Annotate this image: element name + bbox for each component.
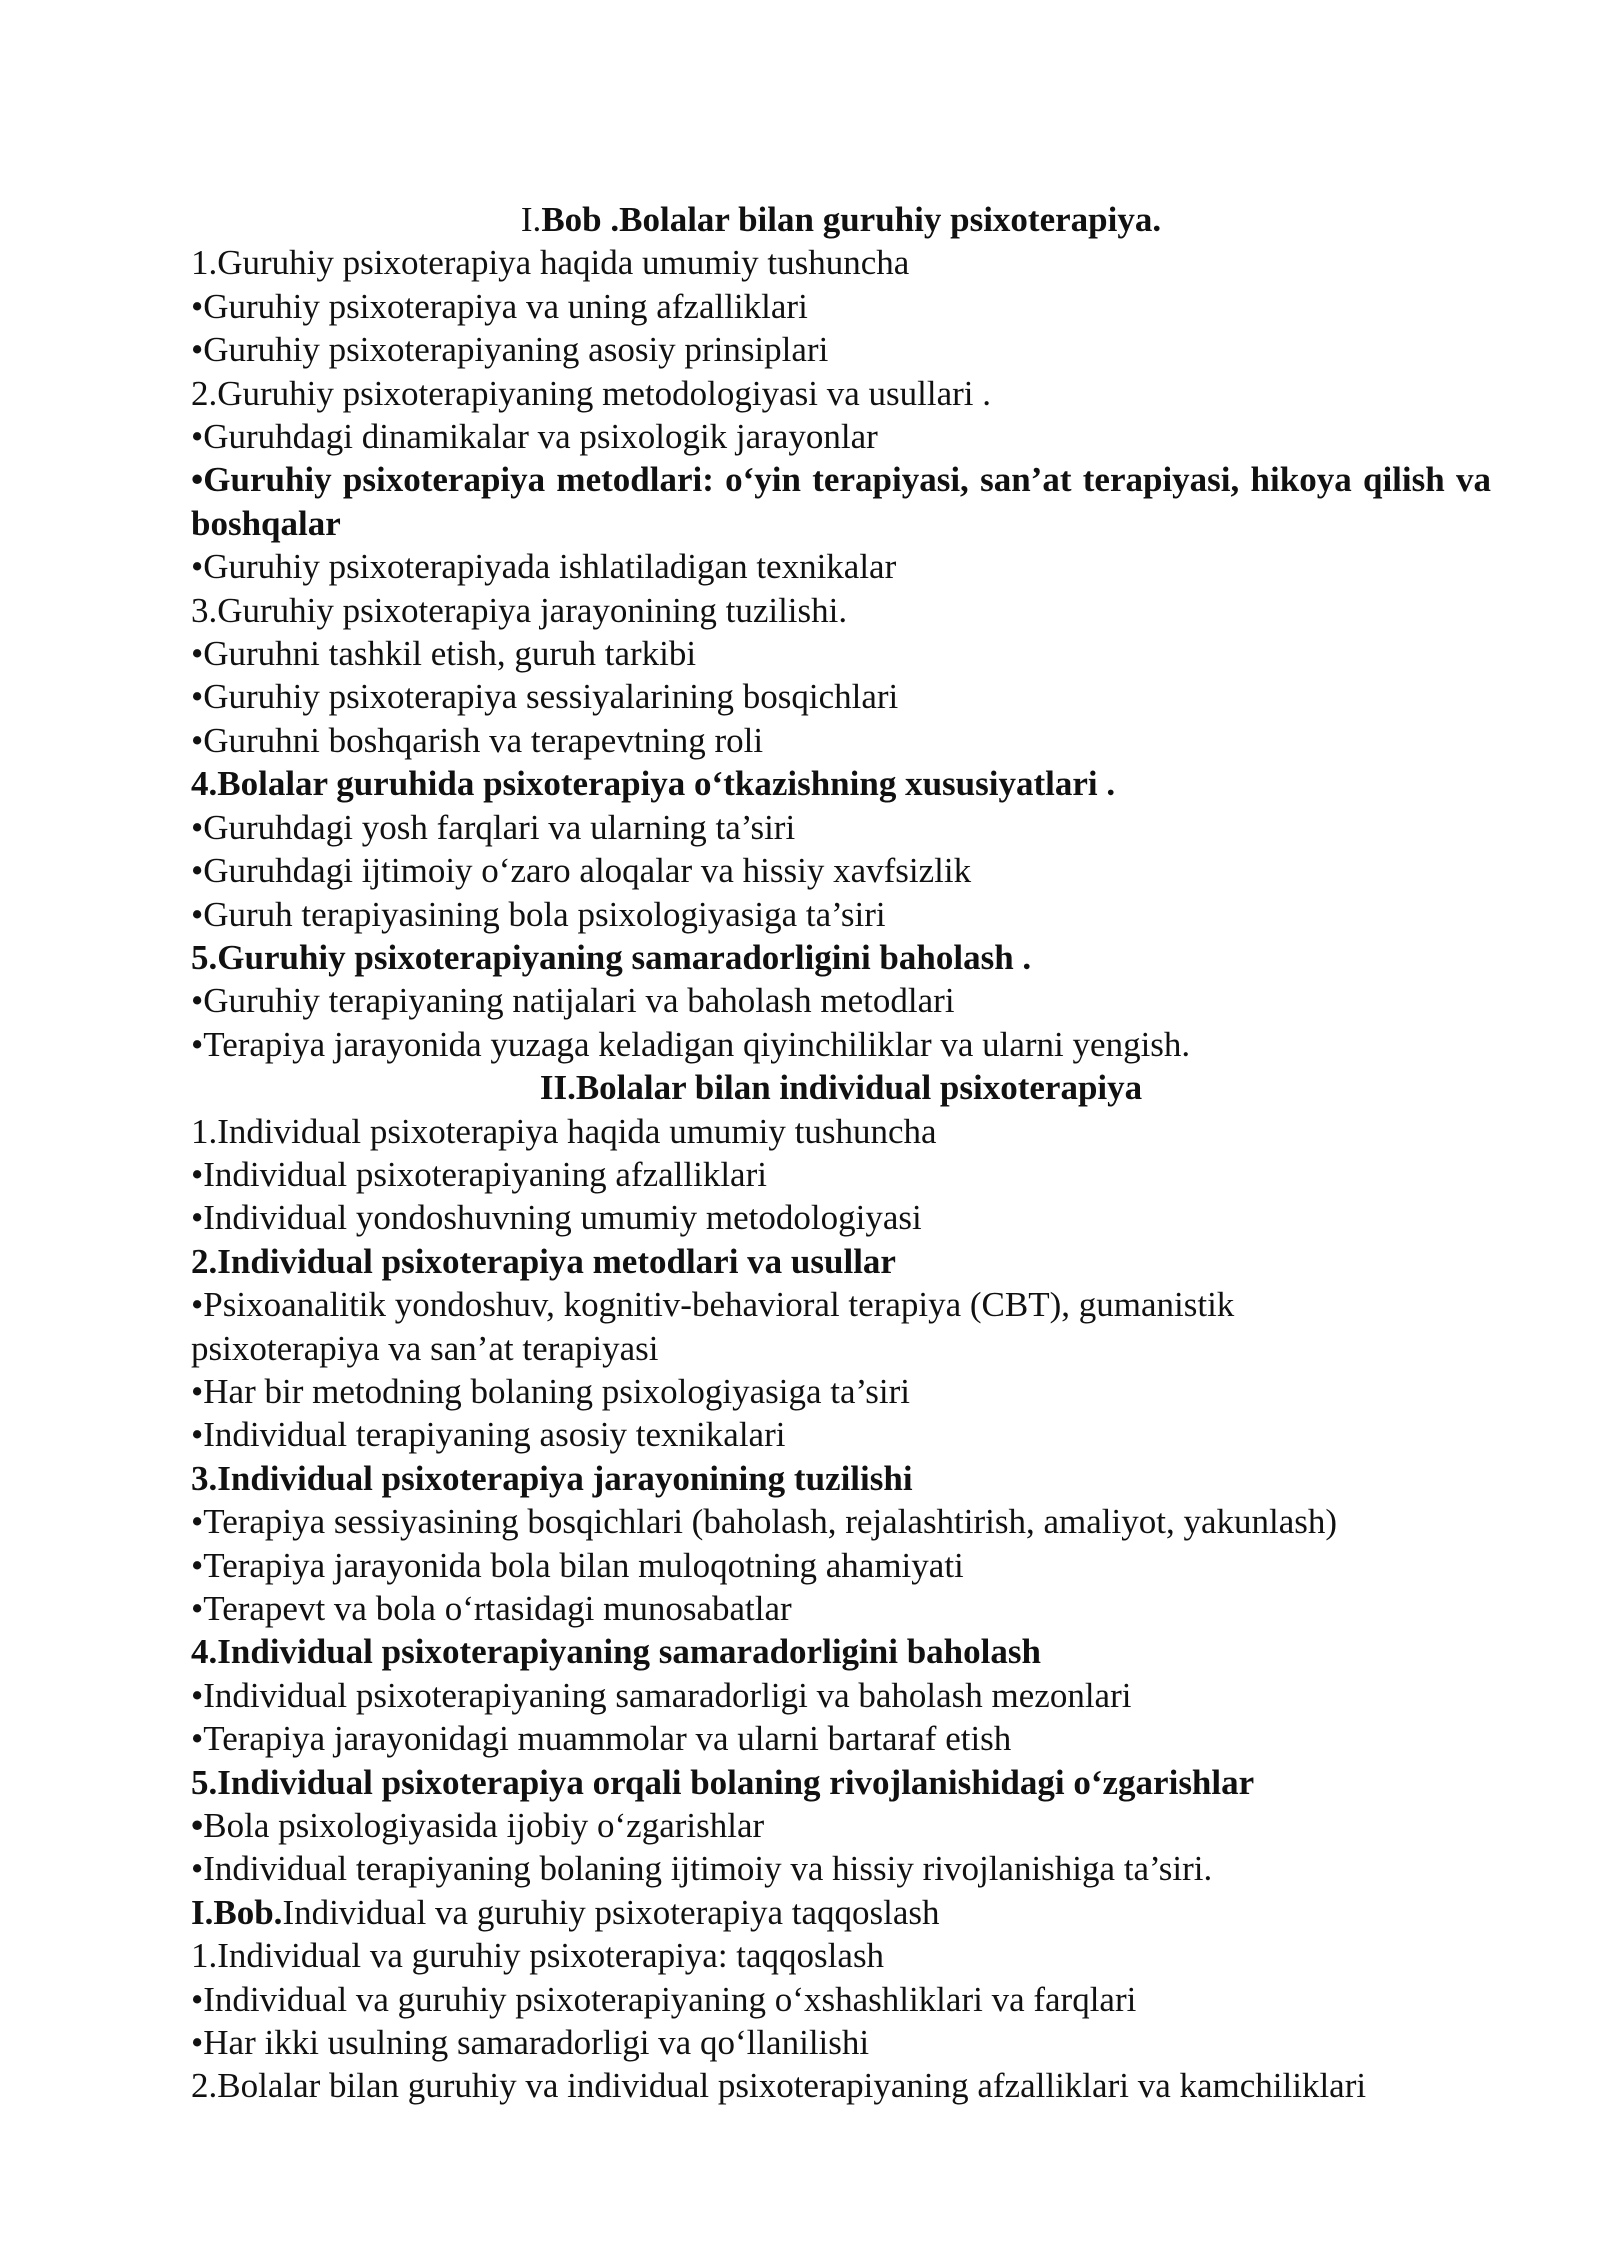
ch2-s2-bullet-3: •Individual terapiyaning asosiy texnikalari: [191, 1415, 786, 1455]
chapter-2-title: II.Bolalar bilan individual psixoterapiya: [539, 1068, 1143, 1108]
ch1-section-3: 3.Guruhiy psixoterapiya jarayonining tuzilishi.: [191, 590, 848, 630]
table-of-contents: [191, 198, 1491, 2108]
ch3-s1-bullet-2: •Har ikki usulning samaradorligi va qo‘llanilishi: [191, 2023, 870, 2063]
ch1-s4-bullet-3: •Guruh terapiyasining bola psixologiyasiga ta’siri: [191, 894, 886, 934]
chapter-3-heading: Individual va guruhiy psixoterapiya taqqoslash: [282, 1892, 940, 1932]
ch1-s2-bullet-1: •Guruhdagi dinamikalar va psixologik jarayonlar: [191, 417, 878, 457]
ch2-s1-bullet-2: •Individual yondoshuvning umumiy metodologiyasi: [191, 1198, 922, 1238]
chapter-1-prefix: I.: [520, 200, 542, 239]
ch1-section-2: 2.Guruhiy psixoterapiyaning metodologiyasi va usullari .: [191, 373, 992, 413]
ch2-s4-bullet-1: •Individual psixoterapiyaning samaradorligi va baholash mezonlari: [191, 1675, 1132, 1715]
chapter-3-prefix: I.Bob.: [191, 1892, 283, 1932]
ch2-s3-bullet-2: •Terapiya jarayonida bola bilan muloqotning ahamiyati: [191, 1545, 964, 1585]
ch2-s1-bullet-1: •Individual psixoterapiyaning afzalliklari: [191, 1154, 767, 1194]
ch2-section-1: 1.Individual psixoterapiya haqida umumiy tushuncha: [191, 1111, 937, 1151]
ch3-section-1: 1.Individual va guruhiy psixoterapiya: taqqoslash: [191, 1936, 885, 1976]
ch1-s3-bullet-3: •Guruhni boshqarish va terapevtning roli: [191, 720, 764, 760]
ch1-section-5: 5.Guruhiy psixoterapiyaning samaradorligini baholash .: [191, 937, 1032, 977]
chapter-1-title: [191, 198, 1491, 241]
ch1-s2-bullet-3: •Guruhiy psixoterapiyada ishlatiladigan texnikalar: [191, 547, 897, 587]
ch2-s2-bullet-2: •Har bir metodning bolaning psixologiyasiga ta’siri: [191, 1371, 910, 1411]
ch2-s3-bullet-3: •Terapevt va bola o‘rtasidagi munosabatlar: [191, 1589, 792, 1628]
ch1-s1-bullet-1: •Guruhiy psixoterapiya va uning afzalliklari: [191, 286, 808, 326]
ch1-s3-bullet-1: •Guruhni tashkil etish, guruh tarkibi: [191, 634, 697, 674]
ch1-s1-bullet-2: •Guruhiy psixoterapiyaning asosiy prinsiplari: [191, 330, 829, 370]
ch2-s2-bullet-1: •Psixoanalitik yondoshuv, kognitiv-behavioral terapiya (CBT), gumanistik psixoterapiya va san’at terapiyasi: [191, 1285, 1235, 1368]
ch2-s3-bullet-1: •Terapiya sessiyasining bosqichlari (baholash, rejalashtirish, amaliyot, yakunlash): [191, 1502, 1338, 1542]
ch2-s5-bullet-2: •Individual terapiyaning bolaning ijtimoiy va hissiy rivojlanishiga ta’siri.: [191, 1849, 1213, 1889]
ch1-s5-bullet-2: •Terapiya jarayonida yuzaga keladigan qiyinchiliklar va ularni yengish.: [191, 1024, 1191, 1064]
ch1-s4-bullet-2: •Guruhdagi ijtimoiy o‘zaro aloqalar va hissiy xavfsizlik: [191, 851, 972, 891]
ch1-s3-bullet-2: •Guruhiy psixoterapiya sessiyalarining bosqichlari: [191, 677, 899, 717]
ch1-section-4: 4.Bolalar guruhida psixoterapiya o‘tkazishning xususiyatlari .: [191, 764, 1116, 804]
chapter-3-title: [191, 1891, 1491, 1934]
ch2-s4-bullet-2: •Terapiya jarayonidagi muammolar va ularni bartaraf etish: [191, 1719, 1012, 1759]
ch3-s1-bullet-1: •Individual va guruhiy psixoterapiyaning o‘xshashliklari va farqlari: [191, 1979, 1137, 2019]
ch2-s5-bullet-1: [191, 1804, 1491, 1847]
ch1-s5-bullet-1: •Guruhiy terapiyaning natijalari va baholash metodlari: [191, 981, 955, 1021]
ch2-section-2: 2.Individual psixoterapiya metodlari va usullar: [191, 1241, 896, 1281]
ch2-section-4: 4.Individual psixoterapiyaning samaradorligini baholash: [191, 1632, 1041, 1672]
ch1-s4-bullet-1: •Guruhdagi yosh farqlari va ularning ta’siri: [191, 807, 796, 847]
ch1-section-1: 1.Guruhiy psixoterapiya haqida umumiy tushuncha: [191, 243, 910, 283]
ch3-section-2: 2.Bolalar bilan guruhiy va individual psixoterapiyaning afzalliklari va kamchiliklari: [191, 2066, 1367, 2106]
ch2-section-5: 5.Individual psixoterapiya orqali bolaning rivojlanishidagi o‘zgarishlar: [191, 1762, 1255, 1802]
ch2-section-3: 3.Individual psixoterapiya jarayonining tuzilishi: [191, 1458, 913, 1498]
ch2-s5-bullet-1-mark: •: [191, 1806, 204, 1846]
ch1-s2-bullet-2: •Guruhiy psixoterapiya metodlari: o‘yin terapiyasi, san’at terapiyasi, hikoya qilish va boshqalar: [191, 460, 1491, 543]
chapter-1-heading: Bob .Bolalar bilan guruhiy psixoterapiya.: [541, 200, 1162, 239]
ch2-s5-bullet-1-text: Bola psixologiyasida ijobiy o‘zgarishlar: [203, 1806, 765, 1846]
